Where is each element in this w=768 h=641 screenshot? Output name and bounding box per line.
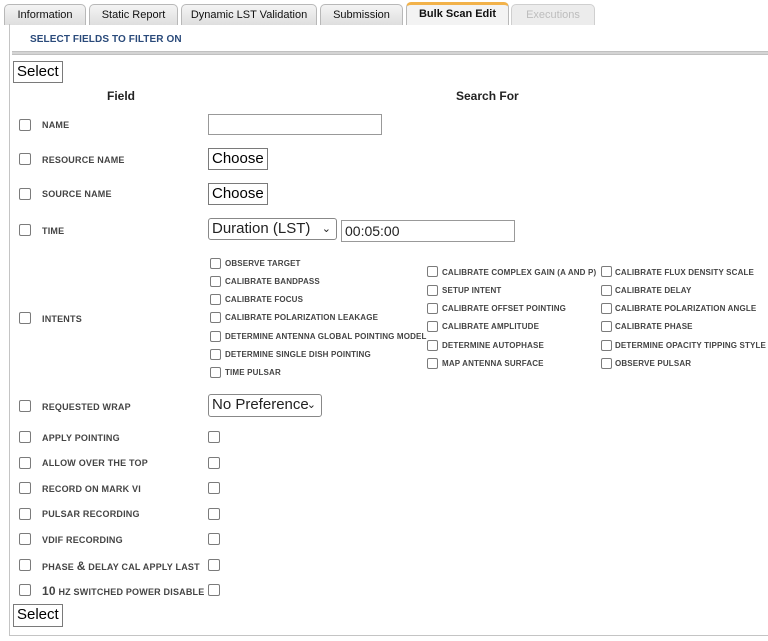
vdif-recording-checkbox[interactable] [19,533,31,545]
tab-bar [0,0,768,25]
intent-checkbox[interactable] [210,276,221,287]
phase-delay-label-suffix: DELAY CAL APPLY LAST [85,562,200,572]
apply-pointing-checkbox[interactable] [19,431,31,443]
source-name-checkbox[interactable] [19,188,31,200]
select-button-top[interactable]: Select [13,61,63,83]
intent-checkbox[interactable] [210,312,221,323]
intent-checkbox[interactable] [427,340,438,351]
intent-checkbox[interactable] [601,340,612,351]
field-column-header: Field [107,89,136,103]
switched-power-label [42,584,204,598]
intent-checkbox[interactable] [427,358,438,369]
intent-checkbox[interactable] [601,285,612,296]
divider [12,51,768,55]
intent-label: OBSERVE PULSAR [615,359,692,368]
phase-delay-checkbox[interactable] [19,559,31,571]
name-checkbox[interactable] [19,119,31,131]
pulsar-recording-label: PULSAR RECORDING [42,509,140,519]
intent-label: CALIBRATE POLARIZATION LEAKAGE [225,313,379,322]
time-label: TIME [42,226,65,236]
intent-checkbox[interactable] [427,266,438,277]
apply-pointing-value-checkbox[interactable] [208,431,220,443]
tab-bulk-scan-edit[interactable]: Bulk Scan Edit [406,2,509,25]
intent-checkbox[interactable] [210,258,221,269]
tab-executions: Executions [511,4,595,25]
time-mode-select[interactable] [208,218,337,240]
intent-label: CALIBRATE DELAY [615,286,692,295]
intent-label: SETUP INTENT [442,286,502,295]
intent-label: CALIBRATE FOCUS [225,295,304,304]
chevron-down-icon: ⌄ [321,223,331,235]
tab-static-report[interactable]: Static Report [89,4,178,25]
resource-name-checkbox[interactable] [19,153,31,165]
intents-checkbox[interactable] [19,312,31,324]
intent-label: TIME PULSAR [225,368,281,377]
intent-label: CALIBRATE OFFSET POINTING [442,304,567,313]
requested-wrap-label: REQUESTED WRAP [42,402,131,412]
intent-checkbox[interactable] [601,358,612,369]
tab-information[interactable]: Information [4,4,86,25]
intent-checkbox[interactable] [210,294,221,305]
intent-checkbox[interactable] [601,266,612,277]
intent-checkbox[interactable] [427,303,438,314]
panel-title: SELECT FIELDS TO FILTER ON [30,34,182,45]
switched-power-checkbox[interactable] [19,584,31,596]
requested-wrap-checkbox[interactable] [19,400,31,412]
switched-power-label-suffix: HZ SWITCHED POWER DISABLE [55,587,205,597]
phase-delay-value-checkbox[interactable] [208,559,220,571]
chevron-down-icon: ⌄ [306,399,316,411]
phase-delay-label-prefix: PHASE [42,562,77,572]
intent-label: CALIBRATE FLUX DENSITY SCALE [615,268,755,277]
intent-checkbox[interactable] [601,303,612,314]
time-checkbox[interactable] [19,224,31,236]
vdif-recording-label: VDIF RECORDING [42,535,123,545]
intent-checkbox[interactable] [601,321,612,332]
record-mark6-label: RECORD ON MARK VI [42,484,141,494]
allow-over-top-checkbox[interactable] [19,457,31,469]
search-column-header: Search For [456,89,519,103]
tab-submission[interactable]: Submission [320,4,403,25]
intents-label: INTENTS [42,314,82,324]
intent-checkbox[interactable] [210,367,221,378]
time-mode-value: Duration (LST) [212,220,311,237]
requested-wrap-select[interactable] [208,394,322,417]
allow-over-top-label: ALLOW OVER THE TOP [42,458,148,468]
intent-label: OBSERVE TARGET [225,259,301,268]
intent-label: CALIBRATE COMPLEX GAIN (A AND P) [442,268,597,277]
intent-label: CALIBRATE POLARIZATION ANGLE [615,304,757,313]
resource-name-label: RESOURCE NAME [42,155,125,165]
switched-power-value-checkbox[interactable] [208,584,220,596]
select-button-bottom[interactable]: Select [13,604,63,627]
phase-delay-label-amp: & [76,559,86,573]
name-input[interactable] [208,114,382,135]
intent-checkbox[interactable] [210,349,221,360]
vdif-recording-value-checkbox[interactable] [208,533,220,545]
intent-checkbox[interactable] [427,285,438,296]
intent-label: CALIBRATE PHASE [615,322,693,331]
resource-choose-button[interactable]: Choose [208,148,268,170]
pulsar-recording-checkbox[interactable] [19,508,31,520]
record-mark6-value-checkbox[interactable] [208,482,220,494]
record-mark6-checkbox[interactable] [19,482,31,494]
allow-over-top-value-checkbox[interactable] [208,457,220,469]
requested-wrap-value: No Preference [212,396,309,413]
intent-label: DETERMINE AUTOPHASE [442,341,544,350]
pulsar-recording-value-checkbox[interactable] [208,508,220,520]
phase-delay-label [42,559,200,573]
time-value-input[interactable]: 00:05:00 [341,220,515,242]
source-name-label: SOURCE NAME [42,189,112,199]
intent-checkbox[interactable] [427,321,438,332]
name-label: NAME [42,120,70,130]
switched-power-label-prefix: 10 [42,584,56,598]
source-choose-button[interactable]: Choose [208,183,268,205]
tab-dynamic-lst-validation[interactable]: Dynamic LST Validation [181,4,317,25]
intent-label: DETERMINE ANTENNA GLOBAL POINTING MODEL [225,332,427,341]
intent-checkbox[interactable] [210,331,221,342]
intent-label: DETERMINE OPACITY TIPPING STYLE [615,341,767,350]
apply-pointing-label: APPLY POINTING [42,433,120,443]
intent-label: MAP ANTENNA SURFACE [442,359,544,368]
intent-label: DETERMINE SINGLE DISH POINTING [225,350,371,359]
intent-label: CALIBRATE AMPLITUDE [442,322,540,331]
intent-label: CALIBRATE BANDPASS [225,277,320,286]
